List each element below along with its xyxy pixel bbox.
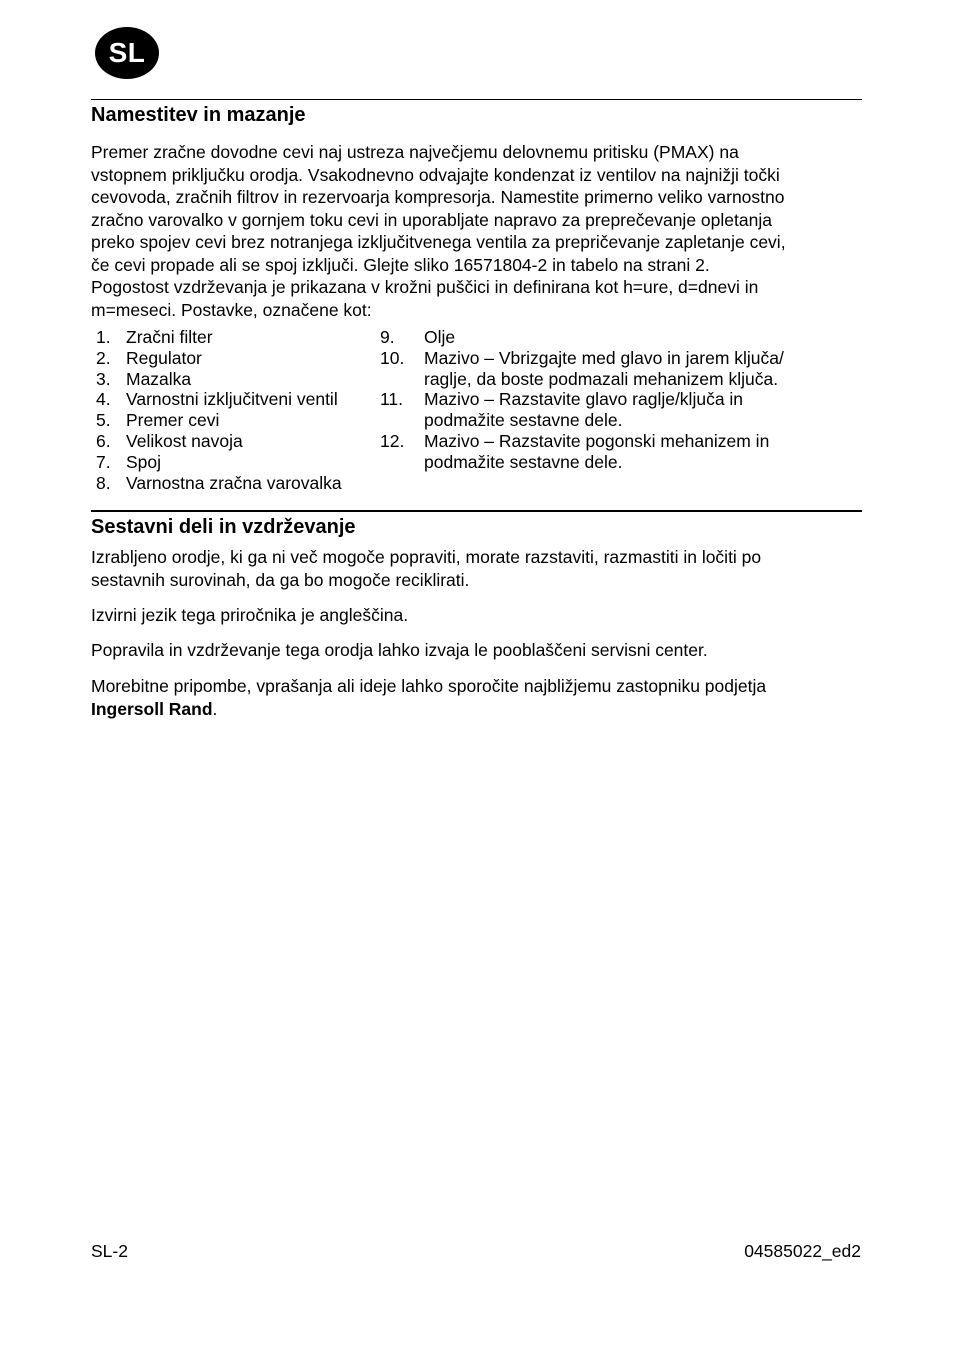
item-text: Mazivo – Razstavite glavo raglje/ključa in podmažite sestavne dele. <box>424 389 744 431</box>
page-number: SL-2 <box>91 1241 128 1261</box>
section-title-parts-maintenance: Sestavni deli in vzdrževanje <box>91 516 356 538</box>
section-title-installation: Namestitev in mazanje <box>91 104 306 126</box>
list-item <box>96 431 342 452</box>
item-text: Zračni filter <box>126 327 213 347</box>
brand-name: Ingersoll Rand <box>91 698 213 719</box>
language-badge: SL <box>95 27 159 79</box>
service-paragraph: Popravila in vzdrževanje tega orodja lahko izvaja le pooblaščeni servisni center. <box>91 640 708 660</box>
item-text: Regulator <box>126 347 202 368</box>
item-number: 7. <box>96 451 111 472</box>
item-number: 9. <box>380 327 395 347</box>
recycling-paragraph: Izrabljeno orodje, ki ga ni več mogoče popraviti, morate razstaviti, razmastiti in ločiti po sestavnih surovinah, da ga bo mogoče reciklirati. <box>91 547 762 590</box>
item-text: Varnostna zračna varovalka <box>126 472 342 493</box>
item-number: 3. <box>96 368 111 389</box>
contact-text: Morebitne pripombe, vprašanja ali ideje lahko sporočite najbližjemu zastopniku podjetja <box>91 676 767 696</box>
item-number: 12. <box>380 430 405 451</box>
parts-list-right <box>380 327 850 473</box>
parts-list-left <box>96 327 342 493</box>
item-text: Mazalka <box>126 368 192 389</box>
list-item <box>96 452 342 473</box>
document-id: 04585022_ed2 <box>744 1241 861 1261</box>
list-item <box>96 369 342 390</box>
list-item <box>96 348 342 369</box>
item-text: Premer cevi <box>126 410 220 431</box>
list-item <box>380 327 850 348</box>
section-divider <box>91 510 862 512</box>
section-divider <box>91 99 862 100</box>
item-number: 4. <box>96 389 111 410</box>
list-item <box>380 389 850 431</box>
list-item <box>96 410 342 431</box>
item-text: Mazivo – Razstavite pogonski mehanizem in podmažite sestavne dele. <box>424 430 770 472</box>
item-text: Mazivo – Vbrizgajte med glavo in jarem ključa/ raglje, da boste podmazali mehanizem ključa. <box>424 347 784 389</box>
item-number: 2. <box>96 347 111 368</box>
item-number: 5. <box>96 410 111 431</box>
item-text: Varnostni izključitveni ventil <box>126 389 338 410</box>
item-text: Spoj <box>126 451 162 472</box>
list-item <box>96 389 342 410</box>
installation-intro: Premer zračne dovodne cevi naj ustreza največjemu delovnemu pritisku (PMAX) na vstopnem priključku orodja. Vsakodnevno odvajajte kondenzat iz ventilov na najnižji točki cevovoda, zračnih filtrov in rezervoarja kompresorja. Namestite primerno veliko varnostno zračno varovalko v gornjem toku cevi in uporabljate napravo za preprečevanje opletanja preko spojev cevi brez notranjega izključitvenega ventila za prepričevanje zapletanje cevi, če cevi propade ali se spoj izključi. Glejte sliko 16571804-2 in tabelo na strani 2. Pogostost vzdrževanja je prikazana v krožni puščici in definirana kot h=ure, d=dnevi in m=meseci. Postavke, označene kot: <box>91 142 786 320</box>
item-number: 11. <box>380 389 404 410</box>
list-item <box>380 431 850 473</box>
language-paragraph: Izvirni jezik tega priročnika je angleščina. <box>91 605 409 625</box>
list-item <box>96 327 342 348</box>
item-text: Olje <box>424 327 456 347</box>
contact-paragraph <box>91 675 871 720</box>
list-item <box>96 473 342 494</box>
item-number: 6. <box>96 430 111 451</box>
list-item <box>380 348 850 390</box>
item-number: 8. <box>96 472 111 493</box>
item-number: 10. <box>380 347 405 368</box>
item-text: Velikost navoja <box>126 430 243 451</box>
item-number: 1. <box>96 327 111 347</box>
contact-end: . <box>212 698 218 719</box>
